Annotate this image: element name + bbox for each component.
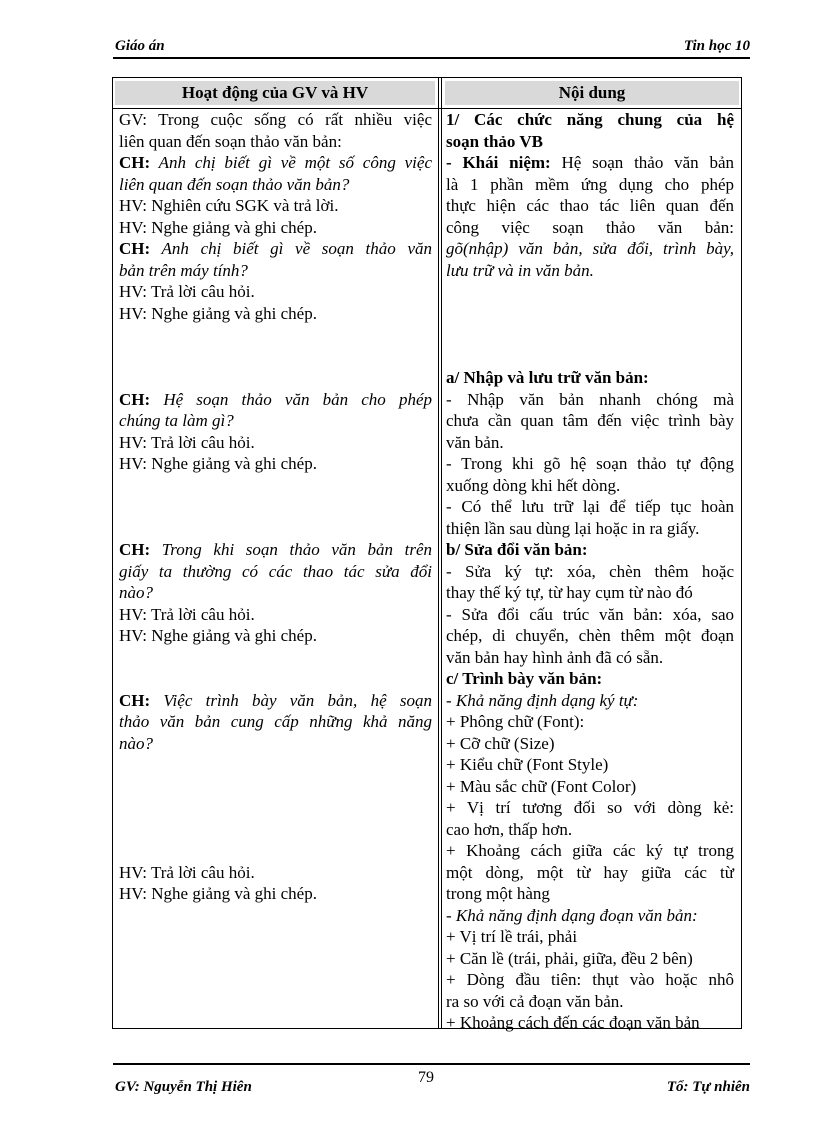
right-line [446,797,734,819]
right-line [446,883,734,905]
right-line-text: + Vị trí tương đối so với dòng kẻ: [446,798,734,817]
left-line [119,840,432,862]
left-line [119,819,432,841]
right-line [446,410,734,432]
left-line [119,303,432,325]
right-line [446,324,734,346]
right-line-text: + Kiểu chữ (Font Style) [446,755,609,774]
left-line [119,389,432,411]
footer-author: GV: Nguyễn Thị Hiên [115,1079,252,1095]
left-line-text: HV: Nghe giảng và ghi chép. [119,884,317,903]
left-line [119,625,432,647]
right-line [446,152,734,174]
right-line [446,496,734,518]
left-line-lead: CH: [119,239,151,258]
right-line [446,539,734,561]
right-line [446,991,734,1013]
right-line [446,733,734,755]
right-line-text: - Có thể lưu trữ lại để tiếp tục hoàn [446,497,734,516]
right-line [446,926,734,948]
left-line [119,647,432,669]
right-line-text: soạn thảo VB [446,131,543,151]
left-line-lead: CH: [119,540,151,559]
right-line [446,776,734,798]
left-line [119,281,432,303]
right-line [446,475,734,497]
right-line-text: - Khả năng định dạng ký tự: [446,690,639,710]
right-line-text: Hệ soạn thảo văn bản [550,153,735,172]
left-line [119,539,432,561]
right-line-text: a/ Nhập và lưu trữ văn bản: [446,368,649,387]
right-line-text: lưu trữ và in văn bản. [446,260,594,280]
left-line [119,324,432,346]
left-line-text: bản trên máy tính? [119,260,248,280]
right-line [446,389,734,411]
right-line [446,346,734,368]
right-line [446,217,734,239]
left-line [119,862,432,884]
right-line-text: + Khoảng cách giữa các ký tự trong [446,841,734,860]
right-line [446,668,734,690]
left-line [119,776,432,798]
right-line-text: + Dòng đầu tiên: thụt vào hoặc nhô [446,970,734,989]
left-line [119,174,432,196]
right-line-lead: - Khái niệm: [446,153,551,172]
left-line [119,604,432,626]
right-line-text: + Vị trí lề trái, phải [446,927,578,946]
right-line-text: chép, di chuyển, chèn thêm một đoạn [446,626,734,645]
right-line [446,711,734,733]
right-line [446,260,734,282]
right-line-text: công việc soạn thảo văn bản: [446,217,734,237]
content-column [446,109,734,1034]
left-line [119,346,432,368]
left-line-text: Hệ soạn thảo văn bản cho phép [150,389,432,409]
activities-column [119,109,432,905]
right-line-text: - Sửa đổi cấu trúc văn bản: xóa, sao [446,604,734,624]
right-line [446,109,734,131]
left-line-text: HV: Trả lời câu hỏi. [119,432,255,452]
left-line-lead: CH: [119,389,151,409]
right-line [446,432,734,454]
left-line-text: liên quan đến soạn thảo văn bản: [119,131,342,151]
column-header-content: Nội dung [445,81,739,105]
right-line [446,604,734,626]
right-line [446,582,734,604]
right-line-text: trong một hàng [446,884,550,903]
column-divider [438,78,439,1028]
left-line [119,475,432,497]
right-line-text: 1/ Các chức năng chung của hệ [446,110,734,129]
right-line-text: + Phông chữ (Font): [446,712,585,731]
left-line-text: GV: Trong cuộc sống có rất nhiều việc [119,110,432,129]
right-line-text: văn bản. [446,432,504,452]
right-line-text: + Màu sắc chữ (Font Color) [446,776,637,796]
left-line-text: nào? [119,733,153,753]
left-line-text: liên quan đến soạn thảo văn bản? [119,174,350,194]
left-line-lead: CH: [119,690,151,710]
left-line [119,152,432,174]
left-line [119,561,432,583]
left-line [119,238,432,260]
right-line [446,174,734,196]
right-line [446,518,734,540]
right-line-text: một dòng, một từ hay giữa các từ [446,862,734,882]
left-line-text: HV: Nghe giảng và ghi chép. [119,626,317,645]
left-line-text: Trong khi soạn thảo văn bản trên [150,540,432,559]
right-line [446,840,734,862]
page-header [113,38,750,59]
right-line [446,625,734,647]
left-line [119,668,432,690]
left-line-text: HV: Nghe giảng và ghi chép. [119,454,317,473]
right-line-text: thực hiện các thao tác liên quan đến [446,196,734,215]
right-line-text: - Trong khi gõ hệ soạn thảo tự động [446,454,734,473]
left-line-text: HV: Trả lời câu hỏi. [119,282,255,301]
right-line [446,690,734,712]
left-line [119,367,432,389]
left-line [119,883,432,905]
left-line-lead: CH: [119,153,151,172]
footer-department: Tổ: Tự nhiên [666,1079,750,1095]
right-line [446,754,734,776]
right-line-text: thiện lần sau dùng lại hoặc in ra giấy. [446,518,700,538]
right-line-text: c/ Trình bày văn bản: [446,669,603,688]
left-line-text: HV: Nghiên cứu SGK và trả lời. [119,196,339,215]
right-line-text: là 1 phần mềm ứng dụng cho phép [446,174,734,194]
right-line [446,281,734,303]
left-line [119,410,432,432]
left-line-text: HV: Nghe giảng và ghi chép. [119,217,317,237]
right-line [446,367,734,389]
right-line-text: - Sửa ký tự: xóa, chèn thêm hoặc [446,561,734,581]
right-line [446,453,734,475]
left-line [119,217,432,239]
left-line [119,131,432,153]
right-line-text: - Khả năng định dạng đoạn văn bản: [446,905,698,925]
right-line-text: xuống dòng khi hết dòng. [446,475,621,495]
right-line [446,1012,734,1034]
right-line [446,969,734,991]
right-line-text: + Khoảng cách đến các đoạn văn bản [446,1013,700,1032]
left-line [119,690,432,712]
right-line-text: thay thế ký tự, từ hay cụm từ nào đó [446,583,693,602]
right-line [446,647,734,669]
left-line-text: chúng ta làm gì? [119,411,234,430]
left-line [119,711,432,733]
right-line [446,238,734,260]
right-line [446,905,734,927]
right-line-text: chưa cần quan tâm đến việc trình bày [446,411,734,430]
right-line-text: văn bản hay hình ảnh đã có sẵn. [446,647,664,667]
left-line-text: HV: Nghe giảng và ghi chép. [119,303,317,323]
left-line [119,754,432,776]
right-line-text: - Nhập văn bản nhanh chóng mà [446,389,734,409]
column-header-activities: Hoạt động của GV và HV [115,81,435,105]
right-line-text: b/ Sửa đổi văn bản: [446,540,588,559]
column-divider-inner [441,78,442,1028]
right-line-text: cao hơn, thấp hơn. [446,819,573,839]
page-number: 79 [418,1069,434,1086]
left-line [119,582,432,604]
left-line [119,518,432,540]
right-line [446,131,734,153]
right-line-text: + Căn lề (trái, phải, giữa, đều 2 bên) [446,948,693,968]
left-line [119,453,432,475]
left-line-text: Anh chị biết gì về một số công việc [150,153,432,172]
lesson-table [112,77,742,1032]
right-line-text: ra so với cả đoạn văn bản. [446,991,624,1011]
left-line-text: Anh chị biết gì về soạn thảo văn [150,239,432,258]
right-line [446,561,734,583]
page-footer [113,1063,750,1103]
right-line-text: gõ(nhập) văn bản, sửa đổi, trình bày, [446,239,734,258]
left-line-text: giấy ta thường có các thao tác sửa đổi [119,561,432,581]
right-line [446,862,734,884]
left-line-text: HV: Trả lời câu hỏi. [119,862,255,882]
right-line-text: + Cỡ chữ (Size) [446,733,555,753]
header-left-text: Giáo án [115,38,165,54]
right-line [446,303,734,325]
left-line-text: Việc trình bày văn bản, hệ soạn [150,690,432,710]
header-right-text: Tin học 10 [683,38,750,54]
left-line [119,260,432,282]
right-line [446,195,734,217]
left-line [119,496,432,518]
left-line [119,109,432,131]
right-line [446,948,734,970]
left-line-text: nào? [119,583,153,602]
left-line-text: thảo văn bản cung cấp những khả năng [119,712,432,731]
left-line [119,432,432,454]
right-line [446,819,734,841]
left-line [119,195,432,217]
left-line [119,797,432,819]
left-line-text: HV: Trả lời câu hỏi. [119,604,255,624]
left-line [119,733,432,755]
